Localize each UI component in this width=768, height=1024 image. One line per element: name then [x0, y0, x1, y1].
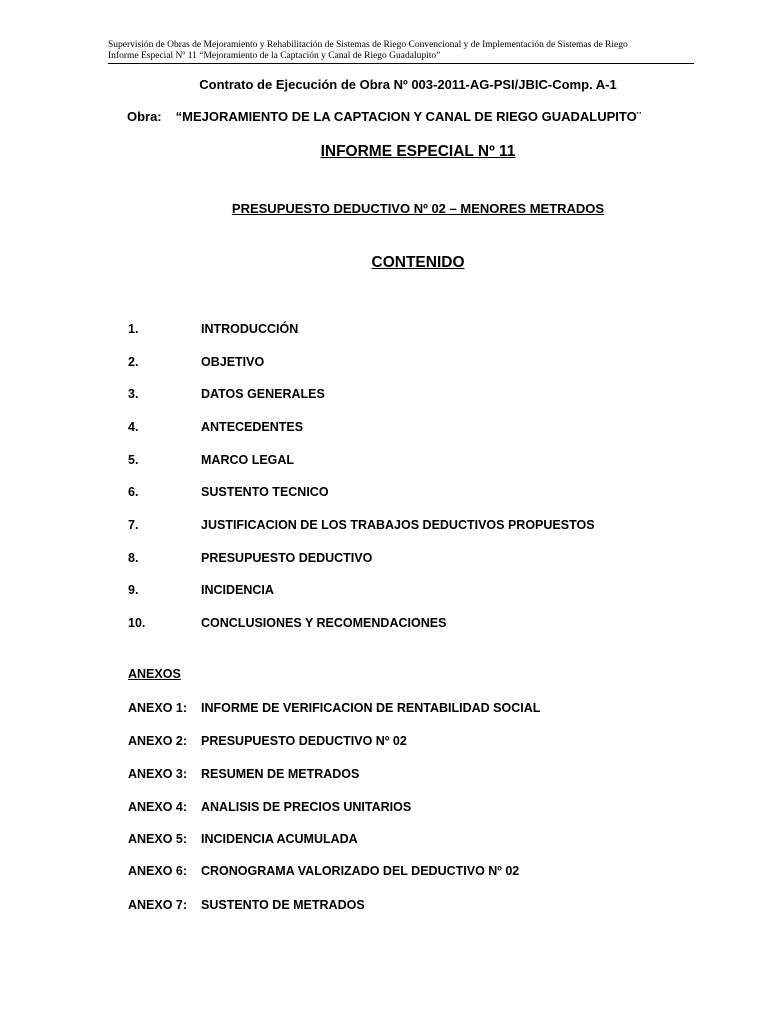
annex-item-number: ANEXO 7:	[128, 898, 188, 912]
annex-item	[128, 732, 407, 750]
report-title: INFORME ESPECIAL Nº 11	[320, 143, 516, 160]
annex-item-number: ANEXO 3:	[128, 767, 188, 781]
annex-item-number: ANEXO 6:	[128, 864, 188, 878]
annex-item-title: ANALISIS DE PRECIOS UNITARIOS	[201, 800, 412, 814]
toc-item-number: 8.	[128, 551, 139, 565]
annex-item-number: ANEXO 2:	[128, 734, 188, 748]
report-subtitle: PRESUPUESTO DEDUCTIVO Nº 02 – MENORES METRADOS	[231, 201, 605, 216]
toc-item	[128, 483, 329, 501]
toc-item-number: 5.	[128, 453, 139, 467]
annex-item-title: PRESUPUESTO DEDUCTIVO Nº 02	[201, 734, 407, 748]
annex-item	[128, 896, 365, 914]
annexes-title: ANEXOS	[128, 667, 181, 681]
toc-item	[128, 451, 294, 469]
toc-item-title: CONCLUSIONES Y RECOMENDACIONES	[201, 616, 447, 630]
header-divider	[108, 63, 694, 64]
annex-item-title: SUSTENTO DE METRADOS	[201, 898, 365, 912]
toc-item-title: INTRODUCCIÓN	[201, 322, 299, 336]
contents-title: CONTENIDO	[371, 254, 465, 271]
toc-item-title: INCIDENCIA	[201, 583, 274, 597]
toc-item-number: 1.	[128, 322, 139, 336]
toc-item	[128, 385, 325, 403]
annex-item	[128, 699, 540, 717]
obra-value: “MEJORAMIENTO DE LA CAPTACION Y CANAL DE RIEGO GUADALUPITO¨	[175, 109, 642, 124]
toc-item	[128, 516, 595, 534]
annex-item	[128, 765, 359, 783]
toc-item-number: 10.	[128, 616, 146, 630]
toc-item-title: ANTECEDENTES	[201, 420, 304, 434]
contract-line: Contrato de Ejecución de Obra Nº 003-2011-AG-PSI/JBIC-Comp. A-1	[199, 77, 617, 92]
toc-item	[128, 549, 372, 567]
header-line-1: Supervisión de Obras de Mejoramiento y Rehabilitación de Sistemas de Riego Convencional y de Implementación de Sistemas de Riego	[108, 40, 628, 50]
toc-item-number: 9.	[128, 583, 139, 597]
annex-item-number: ANEXO 1:	[128, 701, 188, 715]
annex-item-title: CRONOGRAMA VALORIZADO DEL DEDUCTIVO Nº 02	[201, 864, 520, 878]
annex-item	[128, 830, 358, 848]
toc-item-number: 6.	[128, 485, 139, 499]
annex-item-title: INFORME DE VERIFICACION DE RENTABILIDAD SOCIAL	[201, 701, 541, 715]
annex-item-number: ANEXO 4:	[128, 800, 188, 814]
toc-item-number: 2.	[128, 355, 139, 369]
toc-item	[128, 353, 264, 371]
toc-item-title: PRESUPUESTO DEDUCTIVO	[201, 551, 373, 565]
toc-item-title: SUSTENTO TECNICO	[201, 485, 329, 499]
toc-item	[128, 614, 446, 632]
toc-item-number: 4.	[128, 420, 139, 434]
running-header	[108, 40, 694, 61]
obra-label: Obra:	[126, 109, 162, 124]
toc-item	[128, 418, 303, 436]
obra-line	[0, 109, 768, 124]
annex-item-title: INCIDENCIA ACUMULADA	[201, 832, 358, 846]
toc-item	[128, 581, 274, 599]
annex-item-title: RESUMEN DE METRADOS	[201, 767, 360, 781]
toc-item-title: JUSTIFICACION DE LOS TRABAJOS DEDUCTIVOS PROPUESTOS	[201, 518, 595, 532]
toc-item-title: OBJETIVO	[201, 355, 265, 369]
toc-item-title: MARCO LEGAL	[201, 453, 295, 467]
toc-item-title: DATOS GENERALES	[201, 387, 325, 401]
toc-item-number: 7.	[128, 518, 139, 532]
header-line-2: Informe Especial Nº 11 “Mejoramiento de la Captación y Canal de Riego Guadalupito”	[108, 50, 441, 61]
annex-item	[128, 798, 411, 816]
annex-item	[128, 862, 519, 880]
toc-item-number: 3.	[128, 387, 139, 401]
toc-item	[128, 320, 298, 338]
annex-item-number: ANEXO 5:	[128, 832, 188, 846]
